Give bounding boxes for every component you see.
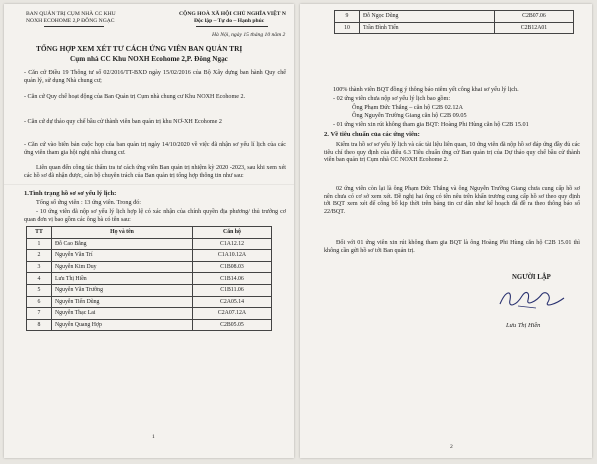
row-name: Đỗ Cao Bằng	[52, 238, 193, 250]
row-no: 10	[335, 22, 360, 34]
row-apartment: C2A05.14	[193, 296, 272, 308]
row-apartment: C1B14.06	[193, 273, 272, 285]
basis-3: - Căn cứ dự thảo quy chế bầu cử thành viên ban quản trị khu NƠ-XH Ecohome 2	[24, 119, 222, 125]
bqt-agreement: 100% thành viên BQT đồng ý thông báo niêm yết công khai sơ yếu lý lịch.	[333, 86, 519, 93]
document-date: Hà Nội, ngày 15 tháng 10 năm 2	[212, 32, 286, 38]
page-number: 1	[152, 434, 155, 440]
table-row	[335, 11, 574, 23]
signer-title: NGƯỜI LẬP	[512, 274, 551, 281]
row-no: 4	[27, 273, 52, 285]
valid-candidates-note: - 10 ứng viên đã nộp sơ yếu lý lịch hợp lệ có xác nhận của chính quyền địa phương/ thủ trưởng cơ quan đơn vị bao gồm các ông bà có tên sau:	[24, 209, 286, 223]
row-apartment: C2A07.12A	[193, 308, 272, 320]
row-no: 3	[27, 261, 52, 273]
row-apartment: C1A12.12	[193, 238, 272, 250]
table-row	[27, 308, 272, 320]
signer-name: Lưu Thị Hiền	[506, 322, 541, 329]
table-row	[27, 319, 272, 331]
row-name: Trần Đình Tiến	[360, 22, 495, 34]
header-name: Họ và tên	[52, 227, 193, 239]
row-apartment: C1B11.06	[193, 284, 272, 296]
row-no: 2	[27, 250, 52, 262]
candidate-table-continued	[334, 10, 574, 34]
table-row	[27, 296, 272, 308]
document-subtitle: Cụm nhà CC Khu NOXH Ecohome 2,P. Đông Ngạc	[70, 55, 228, 63]
document-page-2	[300, 4, 592, 458]
withdrawn-candidate: - 01 ứng viên xin rút không tham gia BQT: Hoàng Phi Hùng căn hộ C2B 15.01	[333, 121, 529, 128]
row-apartment: C1A10.12A	[193, 250, 272, 262]
document-title: TỔNG HỢP XEM XÉT TƯ CÁCH ỨNG VIÊN BAN QUẢN TRỊ	[36, 44, 243, 53]
standards-paragraph: Kiểm tra hồ sơ sơ yếu lý lịch và các tài liệu liên quan, 10 ứng viên đã nộp hồ sơ đáp ứng đầy đủ các tiêu chí theo quy định của điều 6.3 Tiêu chuẩn ứng cử Ban quản trị của Dự thảo quy chế bầu cử thành viên ban quản trị Cụm nhà CC NOXH Ecohome 2.	[324, 142, 580, 164]
row-name: Nguyễn Tiến Dũng	[52, 296, 193, 308]
row-name: Nguyễn Quang Hợp	[52, 319, 193, 331]
row-name: Lưu Thị Hiền	[52, 273, 193, 285]
table-header-row	[27, 227, 272, 239]
page-number: 2	[450, 444, 453, 450]
basis-1: - Căn cứ Điều 19 Thông tư số 02/2016/TT-BXD ngày 15/02/2016 của Bộ Xây dựng ban hành Quy chế quản lý, sử dụng Nhà chung cư;	[24, 70, 286, 84]
missing-candidate-1: Ông Phạm Đức Thắng – căn hộ C2B 02.12A	[352, 104, 463, 111]
row-apartment: C2B05.05	[193, 319, 272, 331]
candidate-total: Tổng số ứng viên : 13 ứng viên. Trong đó:	[36, 199, 142, 206]
row-no: 9	[335, 11, 360, 23]
withdrawal-paragraph: Đối với 01 ứng viên xin rút không tham gia BQT là ông Hoàng Phi Hùng căn hộ C2B 15.01 thì không cần gửi hồ sơ tới Ban quản trị.	[324, 240, 580, 254]
motto-underline	[196, 26, 268, 27]
row-name: Nguyễn Văn Trí	[52, 250, 193, 262]
row-no: 8	[27, 319, 52, 331]
agency-name-line1: BAN QUẢN TRỊ CỤM NHÀ CC KHU	[26, 11, 116, 17]
row-no: 5	[27, 284, 52, 296]
basis-2: - Căn cứ Quy chế hoạt động của Ban Quản trị Cụm nhà chung cư Khu NOXH Ecohome 2.	[24, 94, 246, 100]
document-page-1	[4, 4, 294, 458]
table-row	[27, 284, 272, 296]
basis-4: - Căn cứ vào biên bản cuộc họp của ban quản trị ngày 14/10/2020 về việc đã nhận sơ yếu lí lịch của các ứng viên tham gia hội nghị nhà chung cư.	[24, 142, 286, 156]
table-row	[27, 261, 272, 273]
table-row	[27, 250, 272, 262]
candidate-table	[26, 226, 272, 331]
section-1-heading: 1.Tình trạng hồ sơ sơ yếu lý lịch:	[24, 190, 117, 197]
page-fold-shadow	[4, 184, 294, 185]
row-name: Nguyễn Thạc Lai	[52, 308, 193, 320]
agency-underline	[44, 26, 104, 27]
national-title: CỘNG HOÀ XÃ HỘI CHỦ NGHĨA VIỆT N	[179, 11, 286, 17]
row-apartment: C1B08.03	[193, 261, 272, 273]
table-row	[335, 22, 574, 34]
row-name: Nguyễn Văn Trường	[52, 284, 193, 296]
handwritten-signature	[496, 286, 568, 312]
row-apartment: C2B12A01	[495, 22, 574, 34]
header-apartment: Căn hộ	[193, 227, 272, 239]
row-no: 7	[27, 308, 52, 320]
table-row	[27, 238, 272, 250]
intro-paragraph: Liên quan đến công tác thẩm tra tư cách ứng viên Ban quản trị nhiệm kỳ 2020 -2023, sau khi xem xét các hồ sơ đã nhận được, cán bộ chuyên trách của Ban quản trị tổng hợp thông tin như sau:	[24, 165, 286, 179]
national-motto: Độc lập – Tự do – Hạnh phúc	[194, 18, 265, 24]
row-apartment: C2B07.06	[495, 11, 574, 23]
missing-candidates-heading: - 02 ứng viên chưa nộp sơ yếu lý lịch bao gồm:	[333, 95, 451, 102]
section-2-heading: 2. Về tiêu chuẩn của các ứng viên:	[324, 131, 420, 138]
missing-candidate-2: Ông Nguyễn Trường Giang căn hộ C2B 09.05	[352, 112, 467, 119]
row-no: 6	[27, 296, 52, 308]
table-row	[27, 273, 272, 285]
agency-name-line2: NOXH ECOHOME 2,P ĐÔNG NGẠC	[26, 18, 115, 24]
row-name: Nguyễn Kim Duy	[52, 261, 193, 273]
header-no: TT	[27, 227, 52, 239]
pending-candidates-paragraph: 02 ứng viên còn lại là ông Phạm Đức Thắng và ông Nguyễn Trường Giang chưa cung cấp hồ sơ nên chưa có cơ sở xem xét. Đề nghị hai ông có tên nêu trên khẩn trương cung cấp hồ sơ theo quy định tới BQT xem xét để công bố kịp thời trên bảng tin cư dân như kế hoạch đã đề ra theo thông báo số 22/BQT.	[324, 186, 580, 216]
row-name: Đỗ Ngọc Dũng	[360, 11, 495, 23]
row-no: 1	[27, 238, 52, 250]
